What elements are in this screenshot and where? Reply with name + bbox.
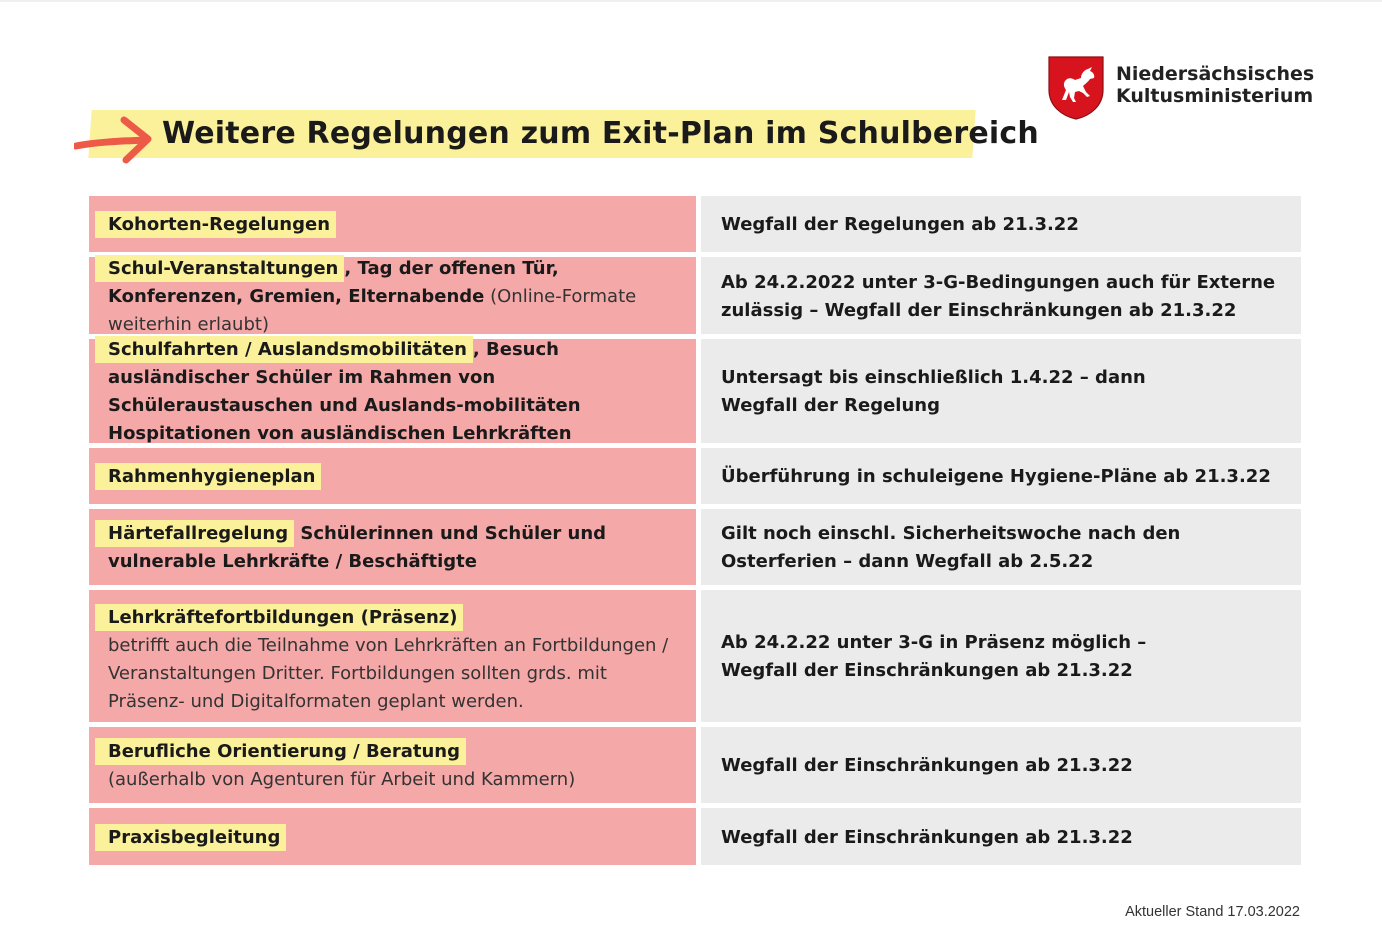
rule-text: Wegfall der Regelungen ab 21.3.22 bbox=[721, 214, 1079, 235]
rule-text: Wegfall der Einschränkungen ab 21.3.22 bbox=[721, 755, 1133, 776]
table-row bbox=[89, 339, 1301, 443]
topic-cell bbox=[89, 339, 696, 443]
topic-highlight: Schul-Veranstaltungen bbox=[95, 255, 344, 282]
topic-cell bbox=[89, 590, 696, 722]
rule-text: Überführung in schuleigene Hygiene-Pläne ab 21.3.22 bbox=[721, 466, 1271, 487]
topic-highlight: Rahmenhygieneplan bbox=[95, 463, 321, 490]
topic-detail: Schülerinnen und Schüler und vulnerable Lehrkräfte / Beschäftigte bbox=[108, 523, 607, 572]
page-title: Weitere Regelungen zum Exit-Plan im Schulbereich bbox=[162, 116, 1039, 151]
regulations-table bbox=[89, 196, 1301, 870]
status-date: Aktueller Stand 17.03.2022 bbox=[1125, 904, 1300, 920]
rule-cell bbox=[701, 509, 1301, 585]
topic-highlight: Lehrkräftefortbildungen (Präsenz) bbox=[95, 604, 463, 631]
title-banner bbox=[74, 108, 1039, 166]
rule-cell bbox=[701, 448, 1301, 504]
rule-text: Untersagt bis einschließlich 1.4.22 – dann Wegfall der Regelung bbox=[721, 367, 1146, 416]
rule-cell bbox=[701, 339, 1301, 443]
topic-cell bbox=[89, 257, 696, 334]
ministry-name bbox=[1116, 63, 1314, 107]
topic-highlight: Schulfahrten / Auslandsmobilitäten bbox=[95, 336, 473, 363]
rule-cell bbox=[701, 257, 1301, 334]
ministry-name-line2: Kultusministerium bbox=[1116, 85, 1314, 107]
ministry-name-line1: Niedersächsisches bbox=[1116, 63, 1315, 85]
rule-cell bbox=[701, 196, 1301, 252]
top-divider bbox=[0, 0, 1382, 2]
rule-cell bbox=[701, 590, 1301, 722]
rule-text: Wegfall der Einschränkungen ab 21.3.22 bbox=[721, 826, 1133, 848]
topic-note: betrifft auch die Teilnahme von Lehrkräften an Fortbildungen / Veranstaltungen Dritter. Fortbildungen sollten grds. mit Präsenz- und Digitalformaten geplant werden. bbox=[108, 635, 669, 712]
rule-text: Ab 24.2.2022 unter 3-G-Bedingungen auch für Externe zulässig – Wegfall der Einschränkungen ab 21.3.22 bbox=[721, 271, 1276, 321]
table-row bbox=[89, 509, 1301, 585]
table-row bbox=[89, 808, 1301, 865]
topic-note: (außerhalb von Agenturen für Arbeit und Kammern) bbox=[108, 769, 576, 790]
topic-cell bbox=[89, 196, 696, 252]
coat-of-arms-horse-icon bbox=[1048, 56, 1104, 120]
topic-highlight: Praxisbegleitung bbox=[95, 824, 286, 851]
topic-highlight: Härtefallregelung bbox=[95, 520, 294, 547]
rule-text: Gilt noch einschl. Sicherheitswoche nach den Osterferien – dann Wegfall ab 2.5.22 bbox=[721, 523, 1181, 572]
table-row bbox=[89, 257, 1301, 334]
ministry-logo bbox=[1048, 56, 1315, 122]
topic-detail: , Tag der offenen Tür, Konferenzen, Gremien, Elternabende bbox=[108, 257, 559, 307]
topic-note: (Online-Formate weiterhin erlaubt) bbox=[108, 285, 637, 335]
topic-cell bbox=[89, 727, 696, 803]
rule-text: Ab 24.2.22 unter 3-G in Präsenz möglich – Wegfall der Einschränkungen ab 21.3.22 bbox=[721, 632, 1147, 681]
rule-cell bbox=[701, 727, 1301, 803]
table-row bbox=[89, 590, 1301, 722]
table-row bbox=[89, 727, 1301, 803]
rule-cell bbox=[701, 808, 1301, 865]
topic-highlight: Kohorten-Regelungen bbox=[95, 211, 336, 238]
table-row bbox=[89, 196, 1301, 252]
topic-highlight: Berufliche Orientierung / Beratung bbox=[95, 738, 466, 765]
topic-cell bbox=[89, 808, 696, 865]
table-row bbox=[89, 448, 1301, 504]
topic-detail: , Besuch ausländischer Schüler im Rahmen von Schüleraustauschen und Auslands-mobilitäten Hospitationen von ausländischen Lehrkräften bbox=[108, 339, 581, 444]
topic-cell bbox=[89, 509, 696, 585]
topic-cell bbox=[89, 448, 696, 504]
arrow-right-icon bbox=[74, 108, 154, 166]
